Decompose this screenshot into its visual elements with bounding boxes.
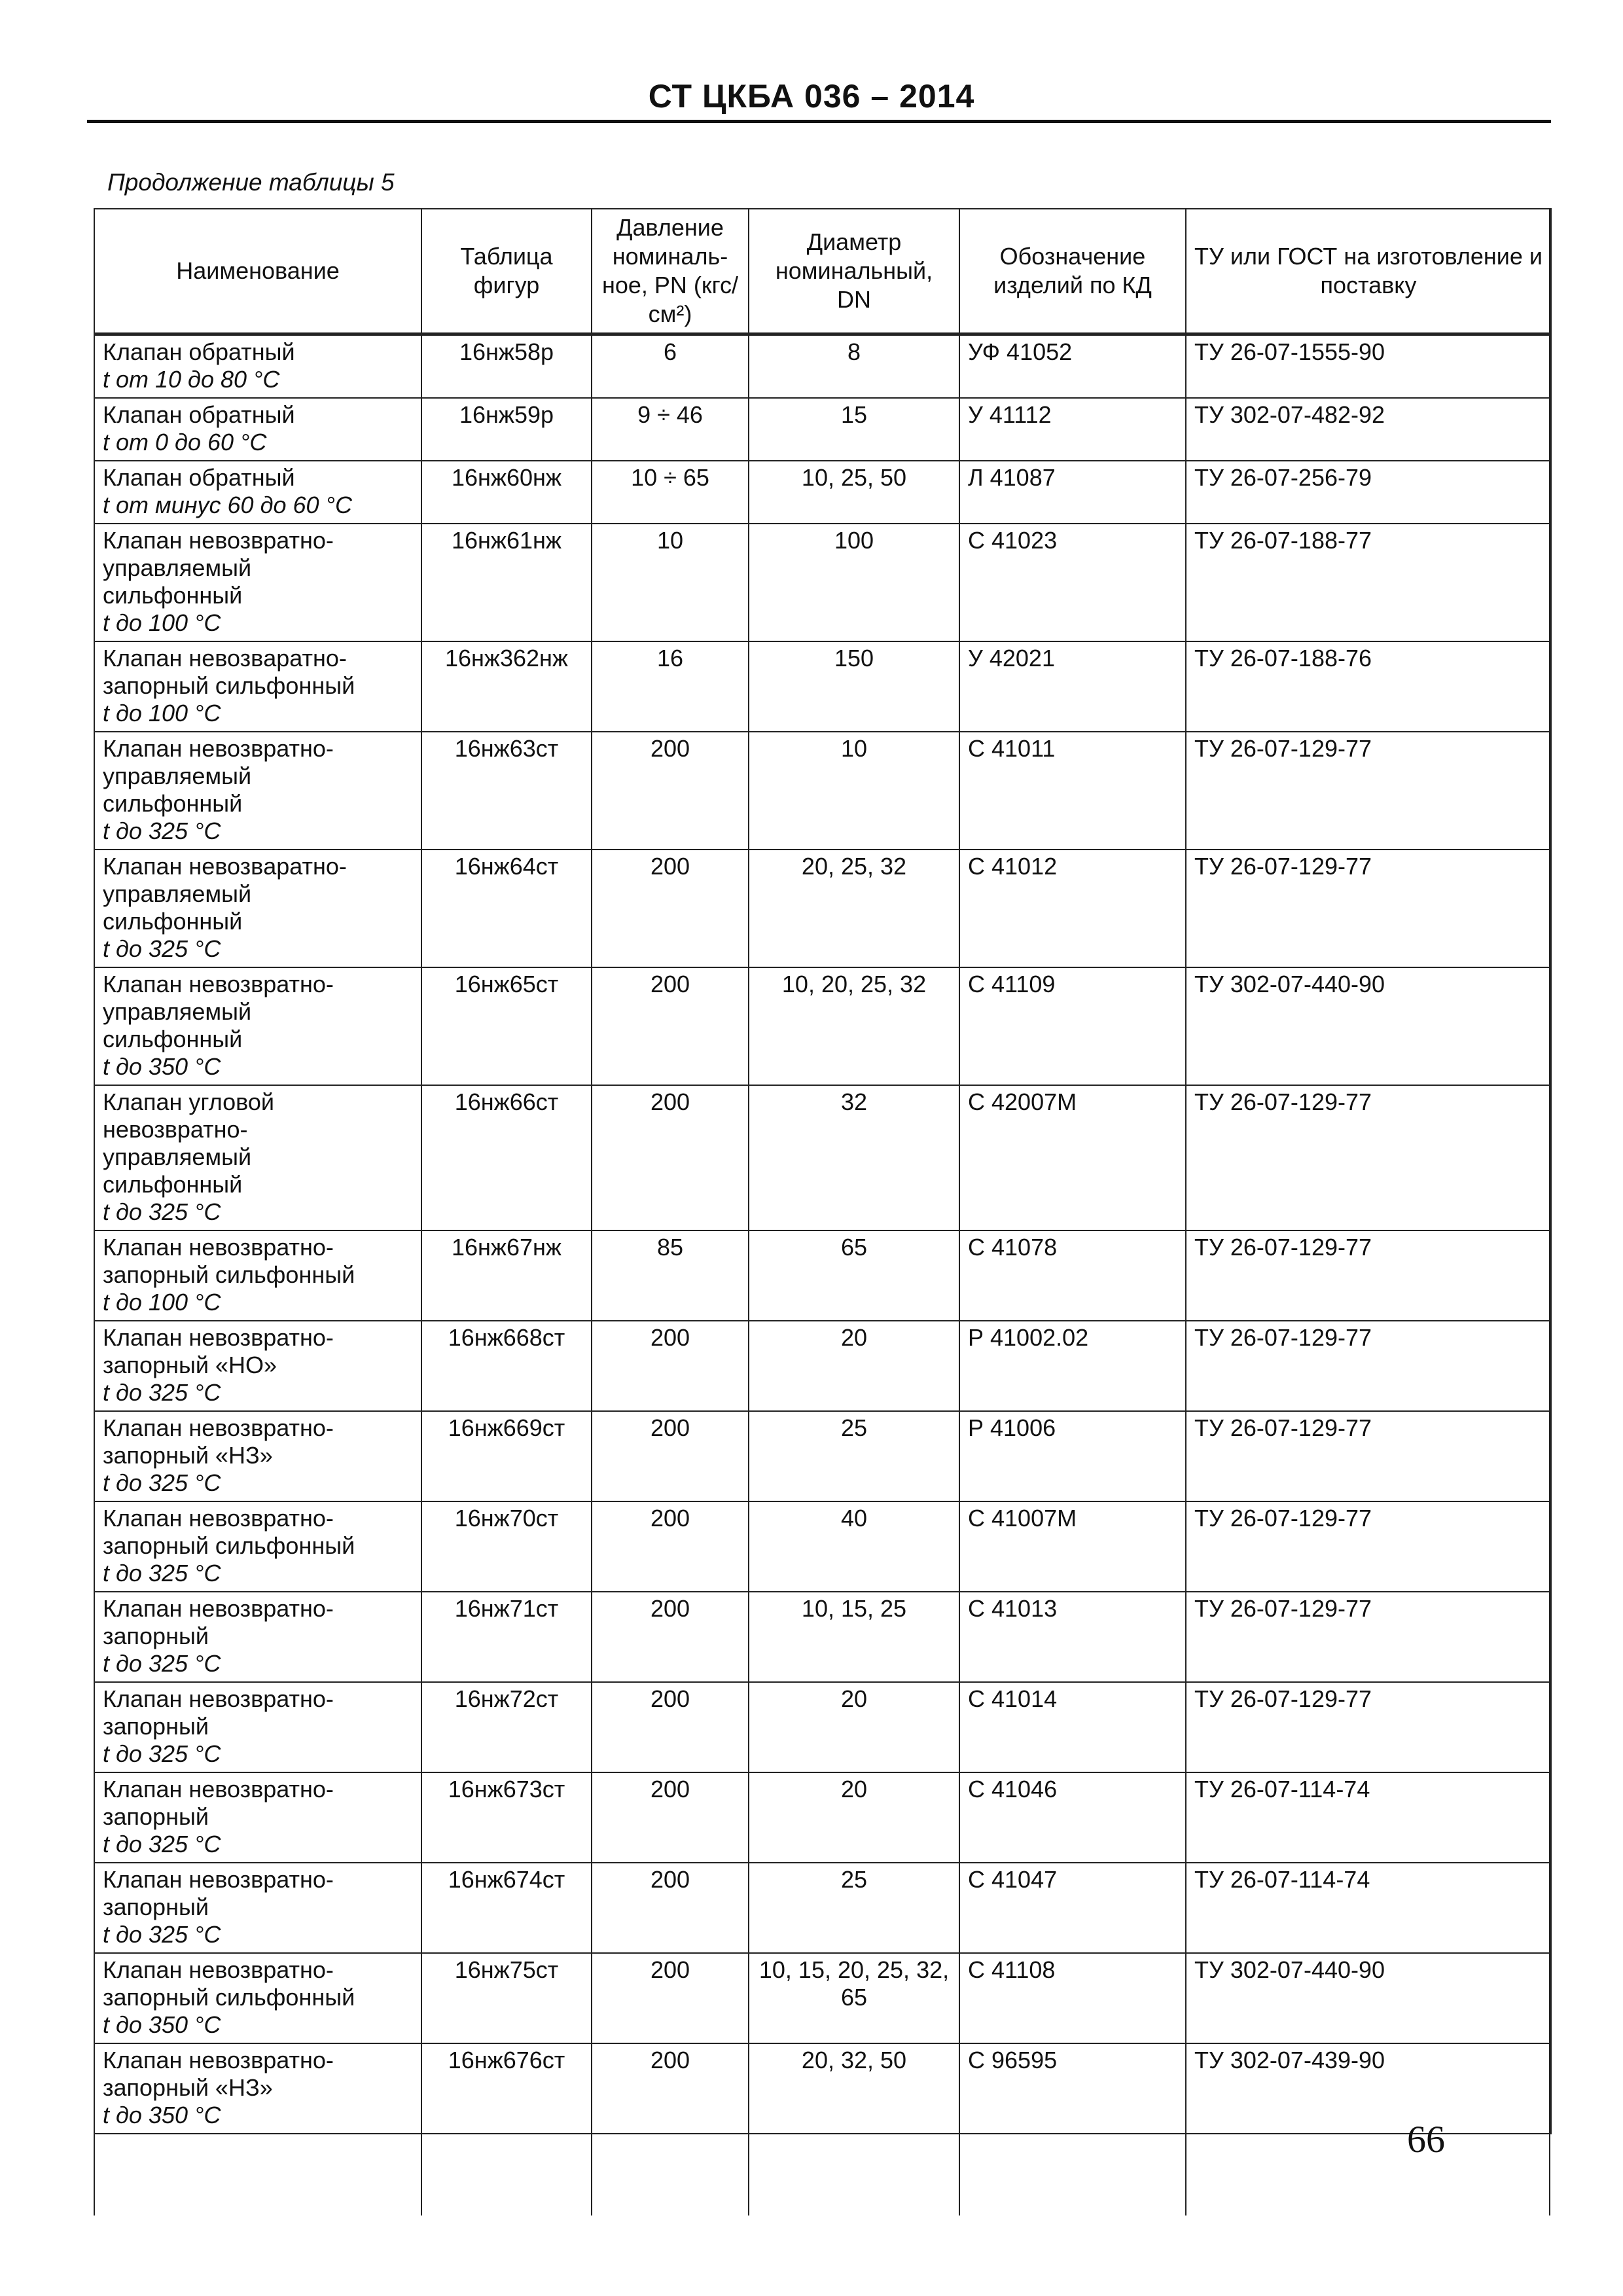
cell-diameter: 20 bbox=[749, 1321, 959, 1411]
table-header-row bbox=[94, 209, 1551, 334]
column-header-name: Наименование bbox=[94, 209, 421, 334]
name-line: Клапан обратный bbox=[103, 338, 295, 365]
cell-figure-table: 16нж72ст bbox=[421, 1682, 592, 1772]
temperature-range: t до 100 °С bbox=[103, 700, 221, 726]
name-line: запорный сильфонный bbox=[103, 672, 355, 699]
cell-diameter: 8 bbox=[749, 334, 959, 399]
name-line: Клапан невозвратно- bbox=[103, 1505, 334, 1532]
cell-figure-table: 16нж673ст bbox=[421, 1772, 592, 1863]
cell-name bbox=[94, 2043, 421, 2134]
cell-standard: ТУ 26-07-129-77 bbox=[1186, 1501, 1551, 1592]
name-line: Клапан невозвaратно- bbox=[103, 645, 347, 672]
cell-figure-table: 16нж63ст bbox=[421, 732, 592, 850]
cell-diameter: 10 bbox=[749, 732, 959, 850]
cell-diameter: 10, 20, 25, 32 bbox=[749, 967, 959, 1085]
name-line: запорный bbox=[103, 1713, 209, 1740]
name-line: Клапан невозвратно- bbox=[103, 1595, 334, 1622]
name-line: управляемый bbox=[103, 880, 252, 907]
temperature-range: t до 325 °С bbox=[103, 1740, 221, 1767]
name-line: запорный сильфонный bbox=[103, 1261, 355, 1288]
table-row bbox=[94, 1863, 1551, 1953]
column-header-standard: ТУ или ГОСТ на изготовление и поставку bbox=[1186, 209, 1551, 334]
cell-diameter: 10, 15, 20, 25, 32, 65 bbox=[749, 1953, 959, 2043]
temperature-range: t от минус 60 до 60 °С bbox=[103, 492, 352, 518]
temperature-range: t до 325 °С bbox=[103, 817, 221, 844]
temperature-range: t до 100 °С bbox=[103, 609, 221, 636]
name-line: запорный bbox=[103, 1623, 209, 1649]
cell-pressure: 200 bbox=[592, 1953, 749, 2043]
cell-diameter: 100 bbox=[749, 524, 959, 641]
cell-name bbox=[94, 641, 421, 732]
cell-name bbox=[94, 1863, 421, 1953]
cell-designation: С 41011 bbox=[959, 732, 1186, 850]
cell-figure-table: 16нж64ст bbox=[421, 850, 592, 967]
temperature-range: t до 350 °С bbox=[103, 2011, 221, 2038]
cell-figure-table: 16нж61нж bbox=[421, 524, 592, 641]
name-line: запорный bbox=[103, 1803, 209, 1830]
cell-name bbox=[94, 1953, 421, 2043]
table-row bbox=[94, 1501, 1551, 1592]
cell-standard: ТУ 26-07-129-77 bbox=[1186, 1411, 1551, 1501]
cell-name bbox=[94, 732, 421, 850]
cell-diameter: 25 bbox=[749, 1863, 959, 1953]
cell-designation: УФ 41052 bbox=[959, 334, 1186, 399]
column-header-diameter: Диаметр номинальный, DN bbox=[749, 209, 959, 334]
column-header-designation: Обозначение изделий по КД bbox=[959, 209, 1186, 334]
cell-figure-table: 16нж676ст bbox=[421, 2043, 592, 2134]
cell-diameter: 20 bbox=[749, 1772, 959, 1863]
name-line: Клапан невозвратно- bbox=[103, 1956, 334, 1983]
cell-designation: С 41007М bbox=[959, 1501, 1186, 1592]
cell-designation: С 41012 bbox=[959, 850, 1186, 967]
table-row bbox=[94, 1682, 1551, 1772]
cell-pressure: 6 bbox=[592, 334, 749, 399]
table-row bbox=[94, 1321, 1551, 1411]
cell-standard: ТУ 26-07-129-77 bbox=[1186, 1682, 1551, 1772]
temperature-range: t до 100 °С bbox=[103, 1289, 221, 1316]
name-line: Клапан невозвратно- bbox=[103, 1776, 334, 1803]
cell-standard: ТУ 26-07-129-77 bbox=[1186, 1230, 1551, 1321]
cell-designation: С 41023 bbox=[959, 524, 1186, 641]
cell-pressure: 200 bbox=[592, 2043, 749, 2134]
cell-diameter: 15 bbox=[749, 398, 959, 461]
cell-pressure: 200 bbox=[592, 1863, 749, 1953]
name-line: невозвратно- bbox=[103, 1116, 248, 1143]
cell-figure-table: 16нж67нж bbox=[421, 1230, 592, 1321]
cell-pressure: 200 bbox=[592, 1592, 749, 1682]
cell-standard: ТУ 26-07-129-77 bbox=[1186, 732, 1551, 850]
cell-designation: Р 41006 bbox=[959, 1411, 1186, 1501]
temperature-range: t от 0 до 60 °С bbox=[103, 429, 267, 456]
name-line: Клапан невозвратно- bbox=[103, 2047, 334, 2073]
cell-diameter: 32 bbox=[749, 1085, 959, 1230]
cell-diameter: 65 bbox=[749, 1230, 959, 1321]
cell-pressure: 200 bbox=[592, 732, 749, 850]
cell-diameter: 20, 32, 50 bbox=[749, 2043, 959, 2134]
page-number: 66 bbox=[1407, 2118, 1445, 2161]
cell-name bbox=[94, 1230, 421, 1321]
cell-pressure: 10 bbox=[592, 524, 749, 641]
cell-standard: ТУ 26-07-114-74 bbox=[1186, 1863, 1551, 1953]
cell-name bbox=[94, 1321, 421, 1411]
table-caption: Продолжение таблицы 5 bbox=[107, 169, 395, 196]
name-line: Клапан угловой bbox=[103, 1088, 275, 1115]
cell-name bbox=[94, 461, 421, 524]
table-body bbox=[94, 334, 1551, 2134]
cell-name bbox=[94, 1411, 421, 1501]
table-row bbox=[94, 1411, 1551, 1501]
name-line: Клапан невозвратно- bbox=[103, 1685, 334, 1712]
table-row bbox=[94, 524, 1551, 641]
cell-figure-table: 16нж58р bbox=[421, 334, 592, 399]
table-row bbox=[94, 398, 1551, 461]
cell-diameter: 25 bbox=[749, 1411, 959, 1501]
cell-figure-table: 16нж70ст bbox=[421, 1501, 592, 1592]
table-row bbox=[94, 1772, 1551, 1863]
cell-standard: ТУ 26-07-129-77 bbox=[1186, 850, 1551, 967]
cell-pressure: 200 bbox=[592, 1682, 749, 1772]
cell-figure-table: 16нж674ст bbox=[421, 1863, 592, 1953]
cell-figure-table: 16нж60нж bbox=[421, 461, 592, 524]
cell-pressure: 200 bbox=[592, 1411, 749, 1501]
table-row bbox=[94, 732, 1551, 850]
name-line: запорный bbox=[103, 1893, 209, 1920]
cell-pressure: 16 bbox=[592, 641, 749, 732]
cell-designation: С 41013 bbox=[959, 1592, 1186, 1682]
cell-standard: ТУ 302-07-440-90 bbox=[1186, 967, 1551, 1085]
cell-figure-table: 16нж669ст bbox=[421, 1411, 592, 1501]
cell-diameter: 10, 25, 50 bbox=[749, 461, 959, 524]
cell-pressure: 85 bbox=[592, 1230, 749, 1321]
cell-standard: ТУ 26-07-114-74 bbox=[1186, 1772, 1551, 1863]
cell-name bbox=[94, 1501, 421, 1592]
cell-pressure: 200 bbox=[592, 1321, 749, 1411]
cell-name bbox=[94, 334, 421, 399]
name-line: Клапан обратный bbox=[103, 464, 295, 491]
cell-figure-table: 16нж362нж bbox=[421, 641, 592, 732]
cell-designation: С 41108 bbox=[959, 1953, 1186, 2043]
temperature-range: t до 325 °С bbox=[103, 1469, 221, 1496]
cell-standard: ТУ 302-07-439-90 bbox=[1186, 2043, 1551, 2134]
cell-pressure: 9 ÷ 46 bbox=[592, 398, 749, 461]
cell-designation: С 41046 bbox=[959, 1772, 1186, 1863]
temperature-range: t до 325 °С bbox=[103, 1379, 221, 1406]
name-line: Клапан невозвратно- bbox=[103, 1414, 334, 1441]
cell-standard: ТУ 26-07-129-77 bbox=[1186, 1592, 1551, 1682]
name-line: сильфонный bbox=[103, 582, 243, 609]
temperature-range: t до 350 °С bbox=[103, 2102, 221, 2128]
name-line: запорный «НЗ» bbox=[103, 2074, 273, 2101]
cell-designation: Р 41002.02 bbox=[959, 1321, 1186, 1411]
cell-standard: ТУ 26-07-188-77 bbox=[1186, 524, 1551, 641]
name-line: управляемый bbox=[103, 998, 252, 1025]
name-line: Клапан невозвратно- bbox=[103, 1324, 334, 1351]
table-row bbox=[94, 1085, 1551, 1230]
cell-standard: ТУ 26-07-256-79 bbox=[1186, 461, 1551, 524]
cell-name bbox=[94, 1772, 421, 1863]
cell-diameter: 10, 15, 25 bbox=[749, 1592, 959, 1682]
table-row bbox=[94, 1953, 1551, 2043]
name-line: Клапан невозвратно- bbox=[103, 971, 334, 997]
name-line: Клапан невозвaратно- bbox=[103, 853, 347, 880]
name-line: запорный «НЗ» bbox=[103, 1442, 273, 1469]
cell-figure-table: 16нж71ст bbox=[421, 1592, 592, 1682]
temperature-range: t до 325 °С bbox=[103, 1560, 221, 1587]
cell-pressure: 200 bbox=[592, 850, 749, 967]
cell-diameter: 150 bbox=[749, 641, 959, 732]
cell-figure-table: 16нж75ст bbox=[421, 1953, 592, 2043]
name-line: сильфонный bbox=[103, 908, 243, 935]
table-row bbox=[94, 850, 1551, 967]
cell-name bbox=[94, 398, 421, 461]
cell-name bbox=[94, 1085, 421, 1230]
cell-figure-table: 16нж65ст bbox=[421, 967, 592, 1085]
temperature-range: t до 325 °С bbox=[103, 1650, 221, 1677]
cell-name bbox=[94, 1592, 421, 1682]
cell-designation: Л 41087 bbox=[959, 461, 1186, 524]
cell-designation: С 41078 bbox=[959, 1230, 1186, 1321]
cell-standard: ТУ 26-07-129-77 bbox=[1186, 1085, 1551, 1230]
name-line: Клапан невозвратно- bbox=[103, 527, 334, 554]
table-row bbox=[94, 334, 1551, 399]
header-rule bbox=[87, 120, 1551, 123]
cell-standard: ТУ 26-07-129-77 bbox=[1186, 1321, 1551, 1411]
cell-diameter: 20 bbox=[749, 1682, 959, 1772]
temperature-range: t до 325 °С bbox=[103, 935, 221, 962]
cell-designation: С 41047 bbox=[959, 1863, 1186, 1953]
cell-pressure: 200 bbox=[592, 967, 749, 1085]
cell-designation: С 96595 bbox=[959, 2043, 1186, 2134]
cell-figure-table: 16нж59р bbox=[421, 398, 592, 461]
cell-name bbox=[94, 967, 421, 1085]
valve-table bbox=[94, 208, 1552, 2134]
cell-pressure: 200 bbox=[592, 1501, 749, 1592]
cell-designation: С 42007М bbox=[959, 1085, 1186, 1230]
name-line: Клапан невозвратно- bbox=[103, 735, 334, 762]
cell-figure-table: 16нж66ст bbox=[421, 1085, 592, 1230]
table-row bbox=[94, 641, 1551, 732]
name-line: управляемый bbox=[103, 1143, 252, 1170]
cell-designation: У 42021 bbox=[959, 641, 1186, 732]
cell-designation: С 41014 bbox=[959, 1682, 1186, 1772]
cell-diameter: 20, 25, 32 bbox=[749, 850, 959, 967]
cell-standard: ТУ 302-07-440-90 bbox=[1186, 1953, 1551, 2043]
cell-pressure: 200 bbox=[592, 1772, 749, 1863]
cell-standard: ТУ 302-07-482-92 bbox=[1186, 398, 1551, 461]
name-line: Клапан невозвратно- bbox=[103, 1866, 334, 1893]
table-row bbox=[94, 967, 1551, 1085]
cell-designation: С 41109 bbox=[959, 967, 1186, 1085]
table-row bbox=[94, 1230, 1551, 1321]
column-header-pressure: Давление номиналь-ное, PN (кгс/см²) bbox=[592, 209, 749, 334]
cell-standard: ТУ 26-07-1555-90 bbox=[1186, 334, 1551, 399]
column-header-figure-table: Таблица фигур bbox=[421, 209, 592, 334]
table-container bbox=[94, 208, 1550, 2215]
cell-name bbox=[94, 850, 421, 967]
cell-pressure: 200 bbox=[592, 1085, 749, 1230]
temperature-range: t до 350 °С bbox=[103, 1053, 221, 1080]
name-line: запорный сильфонный bbox=[103, 1984, 355, 2011]
table-row bbox=[94, 461, 1551, 524]
name-line: запорный «НО» bbox=[103, 1352, 277, 1378]
name-line: управляемый bbox=[103, 762, 252, 789]
name-line: сильфонный bbox=[103, 1171, 243, 1198]
name-line: сильфонный bbox=[103, 1026, 243, 1052]
table-row bbox=[94, 1592, 1551, 1682]
temperature-range: t до 325 °С bbox=[103, 1921, 221, 1948]
document-code: СТ ЦКБА 036 – 2014 bbox=[648, 78, 975, 115]
name-line: Клапан невозвратно- bbox=[103, 1234, 334, 1261]
temperature-range: t от 10 до 80 °С bbox=[103, 366, 280, 393]
temperature-range: t до 325 °С bbox=[103, 1198, 221, 1225]
cell-diameter: 40 bbox=[749, 1501, 959, 1592]
name-line: сильфонный bbox=[103, 790, 243, 817]
cell-standard: ТУ 26-07-188-76 bbox=[1186, 641, 1551, 732]
cell-designation: У 41112 bbox=[959, 398, 1186, 461]
cell-name bbox=[94, 524, 421, 641]
cell-name bbox=[94, 1682, 421, 1772]
table-row bbox=[94, 2043, 1551, 2134]
name-line: Клапан обратный bbox=[103, 401, 295, 428]
temperature-range: t до 325 °С bbox=[103, 1831, 221, 1857]
name-line: управляемый bbox=[103, 554, 252, 581]
name-line: запорный сильфонный bbox=[103, 1532, 355, 1559]
cell-figure-table: 16нж668ст bbox=[421, 1321, 592, 1411]
cell-pressure: 10 ÷ 65 bbox=[592, 461, 749, 524]
